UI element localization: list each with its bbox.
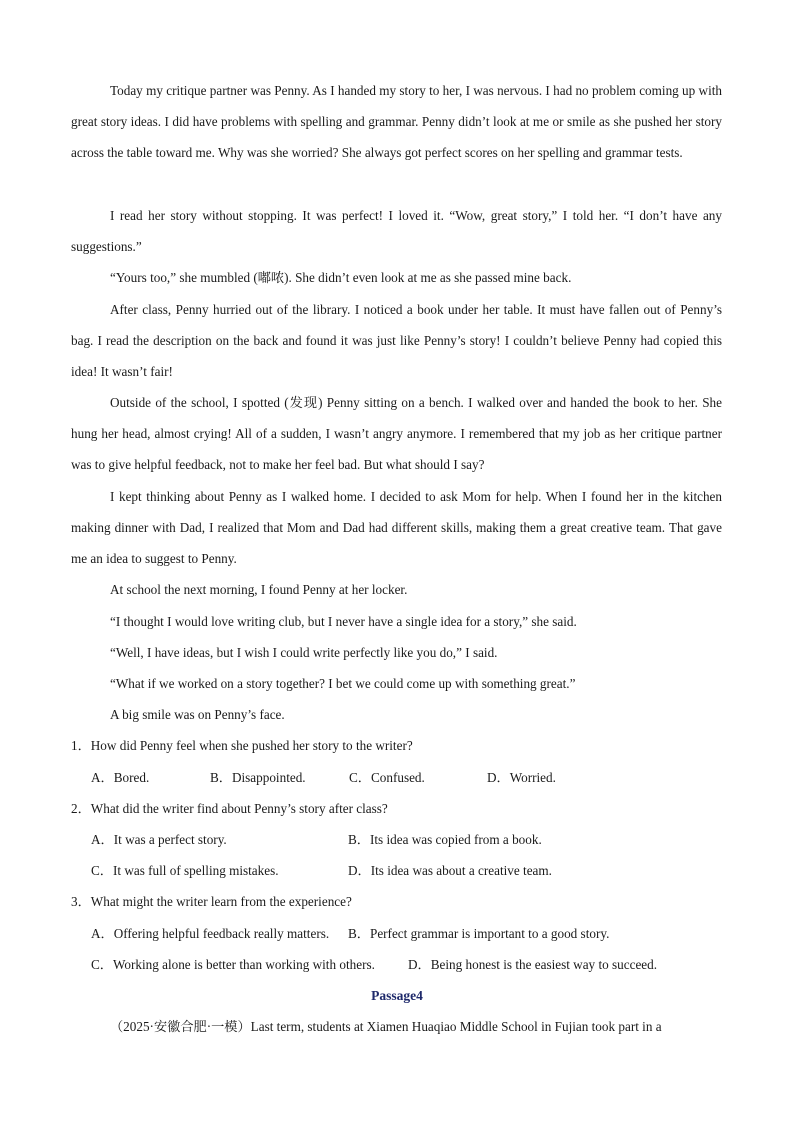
story-paragraph-11: A big smile was on Penny’s face. [110, 707, 285, 722]
question-2-option-b[interactable]: B．Its idea was copied from a book. [348, 832, 542, 847]
passage-heading: Passage4 [371, 988, 423, 1003]
question-1-option-c[interactable]: C．Confused. [349, 770, 425, 785]
question-1-stem: 1．How did Penny feel when she pushed her story to the writer? [71, 738, 413, 753]
story-paragraph-7: At school the next morning, I found Penny at her locker. [110, 582, 408, 597]
story-paragraph-9: “Well, I have ideas, but I wish I could write perfectly like you do,” I said. [110, 645, 498, 660]
question-2-option-c[interactable]: C．It was full of spelling mistakes. [91, 863, 279, 878]
story-paragraph-6: I kept thinking about Penny as I walked home. I decided to ask Mom for help. When I found her in the kitchen making dinner with Dad, I realized that Mom and Dad had different skills, making them a great creative team. That gave me an idea to suggest to Penny. [71, 489, 722, 567]
passage-intro: （2025·安徽合肥·一模）Last term, students at Xiamen Huaqiao Middle School in Fujian took part in a [110, 1019, 662, 1034]
question-3-option-a[interactable]: A．Offering helpful feedback really matters. [91, 926, 330, 941]
story-paragraph-10: “What if we worked on a story together? I bet we could come up with something great.” [110, 676, 576, 691]
story-paragraph-5: Outside of the school, I spotted (发现) Penny sitting on a bench. I walked over and handed the book to her. She hung her head, almost crying! All of a sudden, I wasn’t angry anymore. I remembered that my job as her critique partner was to give helpful feedback, not to make her feel bad. But what should I say? [71, 395, 722, 473]
question-3-option-d[interactable]: D．Being honest is the easiest way to succeed. [408, 957, 658, 972]
question-2-option-d[interactable]: D．Its idea was about a creative team. [348, 863, 552, 878]
question-1-option-d[interactable]: D．Worried. [487, 770, 556, 785]
question-3-option-c[interactable]: C．Working alone is better than working with others. [91, 957, 375, 972]
story-paragraph-3: “Yours too,” she mumbled (嘟哝). She didn’t even look at me as she passed mine back. [110, 270, 572, 285]
question-3-option-b[interactable]: B．Perfect grammar is important to a good story. [348, 926, 610, 941]
story-paragraph-1: Today my critique partner was Penny. As I handed my story to her, I was nervous. I had no problem coming up with great story ideas. I did have problems with spelling and grammar. Penny didn’t look at me or smile as she pushed her story across the table toward me. Why was she worried? She always got perfect scores on her spelling and grammar tests. [71, 83, 722, 161]
story-paragraph-2: I read her story without stopping. It was perfect! I loved it. “Wow, great story,” I told her. “I don’t have any suggestions.” [71, 208, 722, 255]
question-1-option-a[interactable]: A．Bored. [91, 770, 150, 785]
story-paragraph-4: After class, Penny hurried out of the library. I noticed a book under her table. It must have fallen out of Penny’s bag. I read the description on the back and found it was just like Penny’s story! I couldn’t believe Penny had copied this idea! It wasn’t fair! [71, 302, 722, 380]
question-3-stem: 3．What might the writer learn from the experience? [71, 894, 352, 909]
question-2-option-a[interactable]: A．It was a perfect story. [91, 832, 227, 847]
question-2-stem: 2．What did the writer find about Penny’s story after class? [71, 801, 388, 816]
story-paragraph-8: “I thought I would love writing club, but I never have a single idea for a story,” she said. [110, 614, 577, 629]
question-1-option-b[interactable]: B．Disappointed. [210, 770, 306, 785]
